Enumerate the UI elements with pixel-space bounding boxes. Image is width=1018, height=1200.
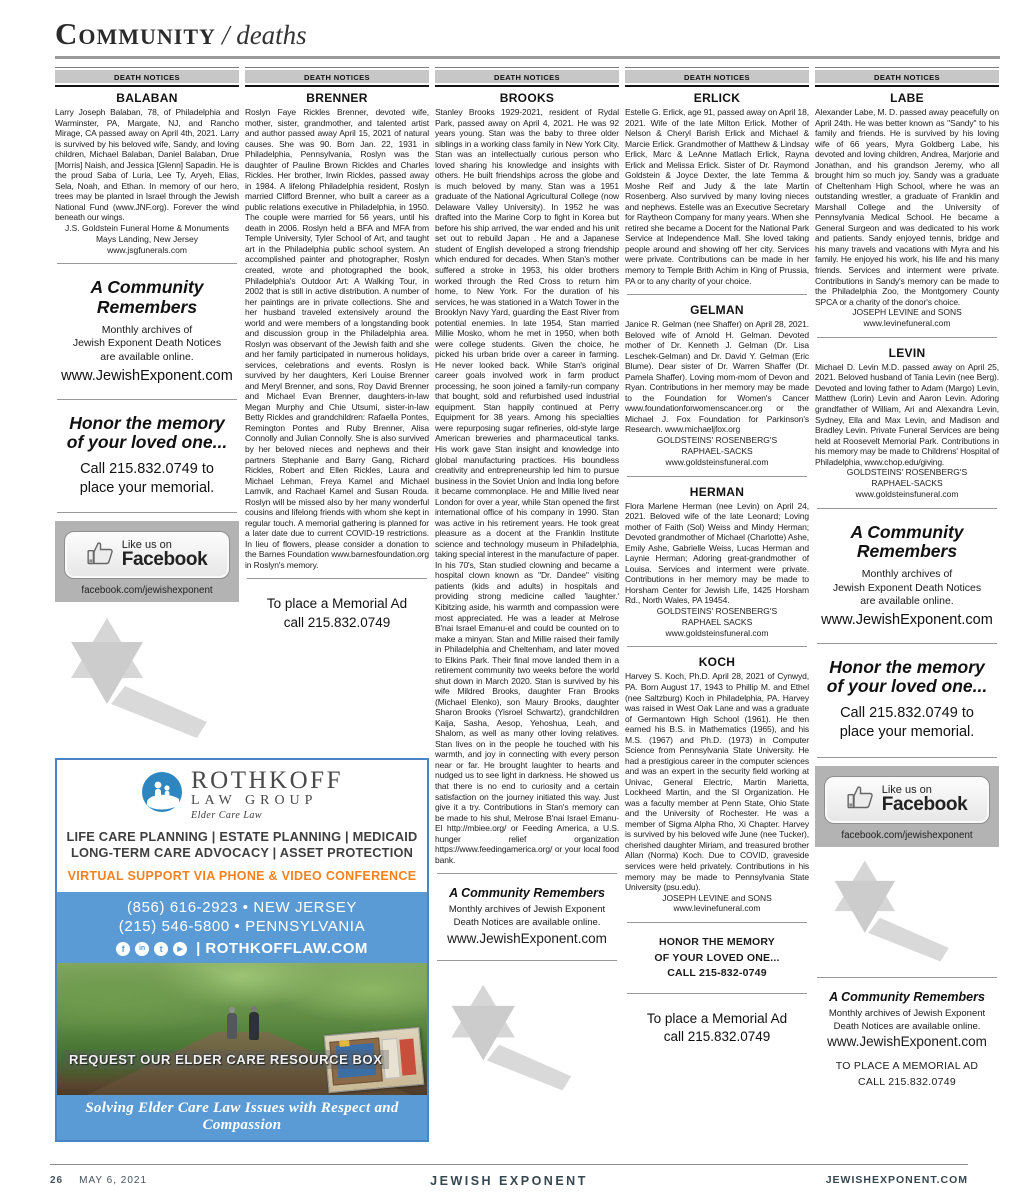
divider xyxy=(627,476,807,477)
promo-title: A Community Remembers xyxy=(829,989,985,1004)
funeral-home-line: GOLDSTEINS' ROSENBERG'S xyxy=(656,434,778,445)
honor-memory-caps-promo xyxy=(625,931,809,985)
funeral-home-line: JOSEPH LEVINE and SONS xyxy=(662,892,772,903)
notice-body: Stanley Brooks 1929-2021, resident of Rydal Park, passed away on April 4, 2021. He was 92 years young. Stan was the baby to three older siblings in a working class family in New York City. Stan was an intellectually curious person who loved sharing his knowledge and insights with others. He built friendships across the globe and is much beloved by many. Stan was a 1951 graduate of the National Agricultural College (now Delaware Valley University). In 1952 he was drafted into the Marine Corp to fight in Korea but before his ship arrived, the war ended and his unit set out to rebuild Japan . He and a Japanese student of English developed a strong friendship which endured for decades. When Stan's mother suffered a stroke in 1953, his older brothers worked through the Red Cross to return him home, to New York. For the duration of his services, he was stationed in a Watch Tower in the Brooklyn Navy Yard, guarding the East River from potential enemies. In late 1954, Stan married Millie Mosko, whom he met in 1950, when both were college students. Given the choice, he picked his urban bride over a career in farming. He never looked back. While Stan's original career goals involved work in farm product processing, he soon joined a family-run company that bought, sold and refurbished used industrial equipment. Stan happily continued at Perry Equipment for 38 years. Among his specialties were repurposing sugar refineries, old-style large American breweries and pharmaceutical tanks. His work gave Stan insight and knowledge into global manufacturing practices. His boundless creativity and entrepreneurship led him to pursue business in the Soviet Union and India long before it became commonplace. He and Millie lived near London for over a year, while Stan opened the first international office of his company in 1990. Stan was active in his retirement years. He took great pleasure as a docent at the Franklin Institute science and technology museum in Philadelphia, taking special interest in the manufacture of paper. In his 70's, Stan studied clowning and became a hospital clown known as "Dr. Dandee" visiting patients (kids and adults) in hospitals and providing strong medicine called 'laughter.' Kibitzing aside, his warmth and compassion were most appreciated. He was a leader at Melrose B'nai Israel Emanu-el and could be counted on to make a minyan. Stan and Millie raised their family in Philadelphia and Cheltenham, and later moved to Elkins Park. Their final move landed them in a retirement community two weeks before the world shut down in March 2020. Stan is survived by his wife Mildred Brooks, daughter Fran Brooks (Michael Elenko), son Maury Brooks, daughter Sharon Brooks (Yisroel Schwartz), grandchildren Kaija, Sasha, Aesop, Yehoshua, Leah, and Shalom, as well as many other loving relatives. Stan lives on in the people he touched with his warmth, and joy in connecting with every person near or far. He brought laughter to hearts and nudged us to see light in darkness. He showed us that there is no end to curiosity and a certain satisfaction on the journey initiated this way. Just give it a try. Contributions in Stan's memory can be made to his shul, Melrose B'nai Israel Emanu-El http://mbiee.org/ or Feeding America, a U.S. hunger relief organization https://www.feedingamerica.org/ or your local food bank. xyxy=(435,107,619,865)
promo-url: www.JewishExponent.com xyxy=(447,930,607,946)
death-notices-header xyxy=(815,67,999,87)
column-layout xyxy=(55,67,1000,1142)
death-notices-label: DEATH NOTICES xyxy=(245,70,429,83)
notice-body: Alexander Labe, M. D. passed away peacefully on April 24th. He was better known as "Sandy" to his family and friends. He is survived by his loving wife of 66 years, Myra Goldberg Labe, his devoted and loving children, Andrea, Marjorie and Jonathan, and his grandson Jeremy, who all brought him so much joy. Sandy was a graduate of Cheltenham High School, where he was an outstanding wrestler, a graduate of Franklin and Marshall College and the University of Pennsylvania Medical School. He became a General Surgeon and was dedicated to his work and patients. Sandy enjoyed tennis, bridge and his many travels and vacations with Myra and his family. He enjoyed his work, his life and his many friends. Services and interment were private. Contributions in Sandy's memory can be made to the Philadelphia Zoo, the Montgomery County SPCA or a charity of the donor's choice. xyxy=(815,107,999,307)
notice-balaban xyxy=(55,91,239,255)
facebook-like-text xyxy=(122,539,208,571)
notice-name: LEVIN xyxy=(888,345,926,360)
promo-url: www.JewishExponent.com xyxy=(821,611,993,628)
notice-name: BALABAN xyxy=(116,91,178,105)
ad-website: | ROTHKOFFLAW.COM xyxy=(196,940,368,958)
section-header xyxy=(55,16,1000,52)
promo-call-line: Call 215.832.0749 to xyxy=(80,460,214,477)
notice-erlick xyxy=(625,91,809,286)
memorial-ad-line: To place a Memorial Ad xyxy=(646,1011,788,1026)
funeral-home-line: RAPHAEL SACKS xyxy=(681,616,753,627)
funeral-home-line: JOSEPH LEVINE and SONS xyxy=(852,307,962,318)
promo-call-line: place your memorial. xyxy=(79,479,215,496)
notice-brenner xyxy=(245,91,429,570)
facebook-promo xyxy=(815,766,999,847)
promo-title: A Community xyxy=(90,277,204,298)
notice-body: Michael D. Levin M.D. passed away on April 25, 2021. Beloved husband of Tania Levin (nee Berg). Devoted and loving father to Adam (Margo) Levin, Matthew (Lorin) Levin and Aaron Levin. Adoring grandfather of William, Ari and Alexandra Levin, Sydney, Ella and Max Levin, and Madison and Bradley Levin. Private Funeral Services are being held at Roosevelt Memorial Park. Contributions in his memory may be made to Childrens' Hospital of Philadelphia, www.chop.edu/giving. xyxy=(815,361,999,467)
divider xyxy=(627,294,807,295)
promo-call-line: Call 215.832.0749 to xyxy=(840,705,974,722)
ad-phone-pa: (215) 546-5800 • PENNSYLVANIA xyxy=(118,917,366,935)
brand-name: ROTHKOFF xyxy=(191,767,343,795)
memorial-caps-promo xyxy=(815,1055,999,1095)
brand-subname: LAW GROUP xyxy=(191,793,318,809)
divider xyxy=(817,508,997,509)
page-footer xyxy=(50,1164,968,1186)
column-5 xyxy=(815,67,999,1095)
notice-name: BROOKS xyxy=(499,91,555,105)
promo-url: www.JewishExponent.com xyxy=(61,367,233,384)
promo-text: Monthly archives of Jewish Exponent xyxy=(828,1007,986,1019)
honor-memory-promo xyxy=(815,652,999,749)
rothkoff-logo xyxy=(63,768,421,820)
funeral-home-line: RAPHAEL-SACKS xyxy=(871,478,943,489)
memorial-ad-line: call 215.832.0749 xyxy=(663,1029,771,1045)
photo-person-right xyxy=(249,1012,259,1040)
notice-name: BRENNER xyxy=(306,91,368,105)
promo-text: Jewish Exponent Death Notices xyxy=(72,337,222,350)
star-of-david-icon xyxy=(437,983,577,1093)
funeral-home-line: GOLDSTEINS' ROSENBERG'S xyxy=(846,467,968,478)
death-notices-rule xyxy=(435,85,619,87)
divider xyxy=(817,337,997,338)
death-notices-rule xyxy=(55,85,239,87)
ad-virtual-support-line: VIRTUAL SUPPORT VIA PHONE & VIDEO CONFERENCE xyxy=(67,868,417,883)
memorial-ad-promo xyxy=(625,1002,809,1054)
promo-caps-line: TO PLACE A MEMORIAL AD xyxy=(835,1060,979,1073)
promo-title: A Community Remembers xyxy=(449,886,605,901)
facebook-badge xyxy=(824,776,990,824)
death-notices-header xyxy=(625,67,809,87)
facebook-wordmark: Facebook xyxy=(121,549,208,571)
star-watermark-col3 xyxy=(437,983,619,1098)
notice-name: KOCH xyxy=(698,655,736,670)
promo-title: A Community xyxy=(850,521,964,542)
promo-title: Honor the memory xyxy=(69,412,225,433)
promo-text: Death Notices are available online. xyxy=(833,1020,981,1032)
column-3 xyxy=(435,67,619,1098)
community-remembers-compact-promo xyxy=(815,986,999,1056)
notice-body: Estelle G. Erlick, age 91, passed away on April 18, 2021. Wife of the late Milton Erlick. Mother of Nelson & Cheryl Barish Erlick and Michael & Marcie Erlick. Grandmother of Matthew & Lindsay Erlick, Marc & LeAnne Matlach Erlick, Rayna Erlick and Melissa Erlick. Sister of Dr. Raymond Goldstein & Joyce Dexter, the late Temma & Moshe Reif and Judy & the late Martin Rosenberg. Also survived by many loving nieces and nephews. Estelle was an Executive Secretary for Raytheon Company for many years. When she retired she became a Docent for the National Park Service at Independence Mall. She loved taking people around and showing off her city. Services were private. Contributions can be made in her memory to Temple Brith Achim in King of Prussia, PA or to any charity of your choice. xyxy=(625,107,809,286)
promo-text: Jewish Exponent Death Notices xyxy=(832,581,982,594)
ad-forest-photo xyxy=(57,963,427,1095)
funeral-home-line: www.goldsteinsfuneral.com xyxy=(665,627,769,638)
ad-phone-nj: (856) 616-2923 • NEW JERSEY xyxy=(127,898,357,916)
photo-person-left xyxy=(227,1013,237,1039)
linkedin-icon: in xyxy=(135,942,149,956)
honor-memory-promo xyxy=(55,408,239,505)
publication-name: JEWISH EXPONENT xyxy=(430,1174,588,1188)
thumbs-up-icon xyxy=(847,784,875,815)
promo-text: are available online. xyxy=(100,350,194,363)
rothkoff-wordmark xyxy=(191,768,343,820)
divider xyxy=(817,977,997,978)
promo-title: Honor the memory xyxy=(829,656,985,677)
star-watermark-col5 xyxy=(815,859,999,969)
ad-top-section xyxy=(57,760,427,882)
death-notices-rule xyxy=(625,85,809,87)
promo-text: Monthly archives of xyxy=(861,567,953,580)
promo-call-line: place your memorial. xyxy=(839,723,975,740)
notice-name: ERLICK xyxy=(693,91,741,105)
like-line: Like us on xyxy=(121,539,172,552)
promo-text: Monthly archives of xyxy=(101,323,193,336)
notice-body: Janice R. Gelman (nee Shaffer) on April 28, 2021. Beloved wife of Arnold H. Gelman. Devoted mother of Dr. Kenneth J. Gelman (Dr. Lisa Leschek-Gelman) and Dr. David Y. Gelman (Eric Blume). Dear sister of Dr. Warren Shaffer (Dr. Pamela Shaffer). Loving mom-mom of Devon and Ryan. Contributions in her memory may be made to the Foundation for Women's Cancer www.foundationforwomenscancer.org or the Michael J. Fox Foundation for Parkinson's Research. www.michaeljfox.org xyxy=(625,319,809,435)
left-column-group xyxy=(55,67,429,1142)
funeral-home-line: RAPHAEL-SACKS xyxy=(681,445,753,456)
section-subtitle: / deaths xyxy=(221,20,307,50)
memorial-ad-line: To place a Memorial Ad xyxy=(266,596,408,612)
death-notices-rule xyxy=(815,85,999,87)
ad-banner-text: REQUEST OUR ELDER CARE RESOURCE BOX xyxy=(63,1050,389,1069)
youtube-icon: ▶ xyxy=(173,942,187,956)
promo-caps-line: CALL 215.832.0749 xyxy=(857,1076,957,1089)
rothkoff-logo-icon xyxy=(141,771,183,818)
star-of-david-icon xyxy=(59,616,209,741)
promo-caps-line: HONOR THE MEMORY xyxy=(659,936,775,949)
promo-caps-line: CALL 215-832-0749 xyxy=(667,966,767,979)
death-notices-label: DEATH NOTICES xyxy=(625,70,809,83)
facebook-icon: f xyxy=(116,942,130,956)
divider xyxy=(627,922,807,923)
notice-body: Larry Joseph Balaban, 78, of Philadelphia and Warminster, PA, Margate, NJ, and Rancho Mirage, CA passed away on April 4th, 2021. Larry is survived by his beloved wife, Sandy, and loving children, Michael Balaban, Daniel Balaban, Drue [Morris] Naish, and Jessica [Glenn] Sapadin. He is the proud Saba of Luria, Lee Ty, Aryeh, Elias, Sela, Noah, and Ethan. In memory of our hero, trees may be planted in Israel through the Jewish National Fund (www.JNF.org). Forever the wind beneath our wings. xyxy=(55,107,239,223)
promo-caps-line: OF YOUR LOVED ONE... xyxy=(654,951,780,964)
notice-body: Roslyn Faye Rickles Brenner, devoted wife, mother, sister, grandmother, and talented artist and author passed away April 15, 2021 of natural causes. She was 90. Born Jan. 22, 1931 in Philadelphia, Pennsylvania, Roslyn was the daughter of Pauline Brown Rickles and Charles Rickles. Her brother, Irwin Rickles, passed away in 1984. A lifelong Philadelphia resident, Roslyn married Clifford Brenner, who built a career as a public relations executive in Philadelphia, in 1950. The couple were married for 56 years, until his death in 2006. Roslyn held a BFA and MFA from Temple University, Tyler School of Art, and taught art in the Philadelphia public school system. An accomplished painter and photographer, Roslyn created, wrote and photographed the book, Philadelphia's Outdoor Art: A Walking Tour, in 2002 that is still in active distribution. A number of her paintings are in private collections. She and her husband traveled extensively around the world and were members of a longstanding book and discussion group in the Philadelphia area. Roslyn was observant of the Jewish faith and she and her family participated in numerous holidays, services, celebrations and events. Roslyn is survived by her daughters, Keri Louise Brenner and Meryl Brenner, and sons, Roy David Brenner and Michael Evan Brenner, daughters-in-law Megan Murphy and Chie Utsumi, sister-in-law Betty Rickles and grandchildren: Rafaella Pontes, Remington Pontes and Ruby Brenner, Alisa Connolly and Julian Connolly. She is also survived by her beloved nieces and nephews and their partners Stephanie and Barry Gang, Richard Rickles, Robert and Ellen Rickles, Laura and Michael Lehman, Freya Kamel and Michael Lamvik, and Rachael Kamel and Susan Rouda. Roslyn will be missed also by her many wonderful cousins and lifelong friends with whom she kept in regular touch. A memorial gathering is planned for a later date due to current COVID-19 restrictions. In lieu of flowers, please consider a donation to the Barnes Foundation www.barnesfoundation.org in Roslyn's memory. xyxy=(245,107,429,570)
notice-levin xyxy=(815,346,999,500)
page-number: 26 xyxy=(50,1175,64,1186)
ad-services-line: LONG-TERM CARE ADVOCACY | ASSET PROTECTION xyxy=(70,845,414,861)
funeral-home-line: www.goldsteinsfuneral.com xyxy=(855,488,959,499)
notice-name: LABE xyxy=(890,91,924,105)
thumbs-up-icon xyxy=(87,540,115,571)
divider xyxy=(817,643,997,644)
issue-date: MAY 6, 2021 xyxy=(79,1175,148,1186)
notice-body: Harvey S. Koch, Ph.D. April 28, 2021 of Cynwyd, PA. Born August 17, 1943 to Phillip M. and Ethel (nee Saltzburg) Koch in Philadelphia, PA. Harvey was raised in West Oak Lane and was a graduate of Germantown High School (1961). He then earned his B.S. in Mathematics (1965), and his M.S. (1967) and Ph.D. (1973) in Computer Science from Pennsylvania State University. He had a prestigious career in the computer sciences and was an expert in the security field working at Univac, General Electric, Martin Marietta, Lockheed Martin, and the SI Organization. He was a faculty member at Penn State, Ohio State and the University of Rochester. He was a member of Sigma Alpha Rho, Xi Chapter. Harvey is survived by his beloved wife June (nee Tucker), cherished daughter Miriam, and treasured brother Allan (Norma) Koch. Due to COVID, graveside services were held privately. Contributions in his memory may be made to Pennsylvania State University (psu.edu). xyxy=(625,671,809,893)
promo-title: of your loved one... xyxy=(66,432,228,453)
promo-title: Remembers xyxy=(856,541,958,562)
promo-text: are available online. xyxy=(860,595,954,608)
funeral-home-line: Mays Landing, New Jersey xyxy=(95,233,199,244)
divider xyxy=(627,646,807,647)
notice-brooks xyxy=(435,91,619,865)
star-watermark-col1 xyxy=(59,616,239,746)
facebook-wordmark: Facebook xyxy=(881,793,968,815)
divider xyxy=(437,873,617,874)
publication-website: JEWISHEXPONENT.COM xyxy=(825,1174,968,1186)
column-4 xyxy=(625,67,809,1054)
promo-text: Death Notices are available online. xyxy=(453,917,601,929)
column-1 xyxy=(55,67,239,746)
divider xyxy=(437,960,617,961)
notice-herman xyxy=(625,485,809,639)
funeral-home-line: www.levinefuneral.com xyxy=(863,317,951,328)
funeral-home-line: www.jsgfunerals.com xyxy=(107,244,187,255)
twitter-icon: t xyxy=(154,942,168,956)
facebook-url: facebook.com/jewishexponent xyxy=(81,585,213,597)
promo-url: www.JewishExponent.com xyxy=(827,1034,987,1050)
divider xyxy=(817,757,997,758)
rothkoff-law-group-ad xyxy=(55,758,429,1142)
column-2 xyxy=(245,67,429,746)
promo-title: Remembers xyxy=(96,297,198,318)
memorial-ad-line: call 215.832.0749 xyxy=(283,614,391,630)
facebook-promo xyxy=(55,521,239,602)
notice-name: HERMAN xyxy=(689,484,745,499)
funeral-home-line: J.S. Goldstein Funeral Home & Monuments xyxy=(65,222,229,233)
like-line: Like us on xyxy=(881,783,932,796)
divider xyxy=(627,993,807,994)
notice-koch xyxy=(625,655,809,914)
ad-contact-band xyxy=(57,892,427,964)
divider xyxy=(57,263,237,264)
star-of-david-icon xyxy=(815,859,960,964)
death-notices-label: DEATH NOTICES xyxy=(435,70,619,83)
facebook-like-text xyxy=(882,784,968,816)
ad-social-row xyxy=(57,940,427,957)
death-notices-header xyxy=(55,67,239,87)
funeral-home-line: GOLDSTEINS' ROSENBERG'S xyxy=(656,605,778,616)
divider xyxy=(57,399,237,400)
notice-labe xyxy=(815,91,999,329)
brand-tagline: Elder Care Law xyxy=(191,809,263,821)
death-notices-header xyxy=(435,67,619,87)
community-remembers-promo xyxy=(815,517,999,635)
notice-body: Flora Marlene Herman (nee Levin) on April 24, 2021. Beloved wife of the late Leonard; Loving mother of Faith (Sol) Weiss and Mindy Herman; Devoted grandmother of Michael (Charlotte) Ashe, Emily Ashe, Gabrielle Weiss, Lucas Herman and Laynie Herman; Adoring great-grandmother of Louisa. Services and interment were private. Contributions in her memory may be made to Horsham Center for Jewish Life, 1425 Horsham Rd., North Wales, PA 19454. xyxy=(625,500,809,606)
death-notices-label: DEATH NOTICES xyxy=(815,70,999,83)
memorial-ad-promo xyxy=(245,587,429,639)
facebook-url: facebook.com/jewishexponent xyxy=(841,829,973,841)
facebook-badge xyxy=(64,531,230,579)
funeral-home-line: www.levinefuneral.com xyxy=(673,903,761,914)
section-title: Community xyxy=(55,16,216,51)
header-rule xyxy=(55,56,1000,59)
notice-gelman xyxy=(625,303,809,467)
divider xyxy=(57,512,237,513)
death-notices-header xyxy=(245,67,429,87)
death-notices-label: DEATH NOTICES xyxy=(55,70,239,83)
promo-title: of your loved one... xyxy=(826,676,988,697)
promo-text: Monthly archives of Jewish Exponent xyxy=(448,904,606,916)
notice-name: GELMAN xyxy=(690,303,744,318)
death-notices-rule xyxy=(245,85,429,87)
divider xyxy=(247,578,427,579)
funeral-home-line: www.goldsteinsfuneral.com xyxy=(665,456,769,467)
community-remembers-compact-promo xyxy=(435,882,619,952)
ad-tagline-strip: Solving Elder Care Law Issues with Respect and Compassion xyxy=(57,1095,427,1140)
ad-services-line: LIFE CARE PLANNING | ESTATE PLANNING | MEDICAID xyxy=(66,828,418,844)
community-remembers-promo xyxy=(55,272,239,390)
